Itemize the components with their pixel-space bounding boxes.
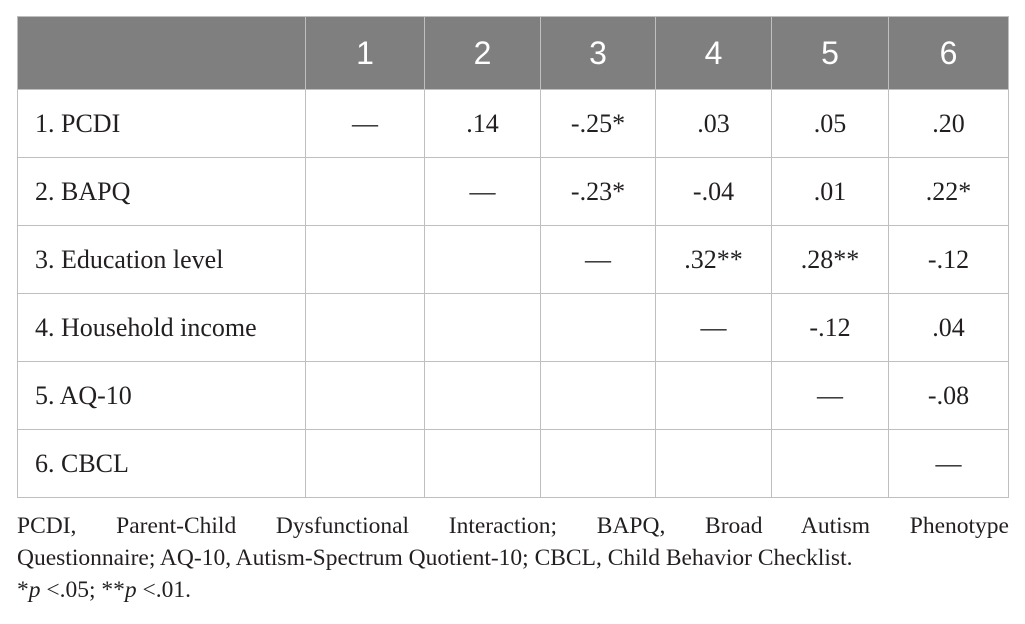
table-cell: .04 — [889, 294, 1009, 362]
abbreviations-note — [17, 510, 1009, 574]
abbreviations-line-1: PCDI, Parent-Child Dysfunctional Interaction; BAPQ, Broad Autism Phenotype — [17, 513, 1009, 539]
header-cell-1: 1 — [306, 17, 425, 90]
table-cell: -.25* — [541, 90, 656, 158]
table-cell: -.12 — [889, 226, 1009, 294]
row-label: 1. PCDI — [18, 90, 306, 158]
header-cell-2: 2 — [425, 17, 541, 90]
table-cell: -.12 — [772, 294, 889, 362]
row-label: 6. CBCL — [18, 430, 306, 498]
table-cell — [541, 430, 656, 498]
row-label: 4. Household income — [18, 294, 306, 362]
table-cell: — — [772, 362, 889, 430]
table-cell — [425, 294, 541, 362]
table-cell: — — [889, 430, 1009, 498]
table-row — [18, 294, 1009, 362]
table-cell — [656, 430, 772, 498]
table-cell: — — [306, 90, 425, 158]
correlation-table — [17, 16, 1009, 498]
header-cell-4: 4 — [656, 17, 772, 90]
table-cell — [306, 362, 425, 430]
table-cell: — — [425, 158, 541, 226]
table-cell: .01 — [772, 158, 889, 226]
table-cell: .20 — [889, 90, 1009, 158]
table-cell: .22* — [889, 158, 1009, 226]
table-cell — [541, 362, 656, 430]
table-header — [18, 17, 1009, 90]
table-cell: — — [656, 294, 772, 362]
sig-p05-value: <.05; — [40, 577, 102, 603]
table-cell: .14 — [425, 90, 541, 158]
table-cell — [306, 294, 425, 362]
sig-p01-value: <.01. — [136, 577, 192, 603]
table-cell — [541, 294, 656, 362]
table-cell — [306, 226, 425, 294]
row-label: 3. Education level — [18, 226, 306, 294]
table-cell — [656, 362, 772, 430]
table-footnote — [17, 510, 1009, 606]
header-cell-blank — [18, 17, 306, 90]
table-cell: -.23* — [541, 158, 656, 226]
p-symbol: p — [124, 577, 137, 603]
table-cell: -.08 — [889, 362, 1009, 430]
sig-p01-prefix: ** — [101, 577, 125, 603]
table-cell — [425, 362, 541, 430]
table-body — [18, 90, 1009, 498]
header-row — [18, 17, 1009, 90]
sig-p05-prefix: * — [17, 577, 29, 603]
table-cell — [772, 430, 889, 498]
table-row — [18, 362, 1009, 430]
row-label: 2. BAPQ — [18, 158, 306, 226]
table-cell — [306, 430, 425, 498]
p-symbol: p — [28, 577, 41, 603]
abbreviations-line-2: Questionnaire; AQ-10, Autism-Spectrum Quotient-10; CBCL, Child Behavior Checklist. — [17, 545, 853, 571]
correlation-table-container — [17, 16, 1008, 498]
table-row — [18, 158, 1009, 226]
table-cell: .28** — [772, 226, 889, 294]
table-cell: .03 — [656, 90, 772, 158]
row-label: 5. AQ-10 — [18, 362, 306, 430]
table-cell: — — [541, 226, 656, 294]
table-row — [18, 430, 1009, 498]
header-cell-6: 6 — [889, 17, 1009, 90]
table-cell — [425, 430, 541, 498]
table-row — [18, 226, 1009, 294]
table-row — [18, 90, 1009, 158]
header-cell-5: 5 — [772, 17, 889, 90]
significance-note — [17, 574, 1009, 606]
header-cell-3: 3 — [541, 17, 656, 90]
table-cell: .05 — [772, 90, 889, 158]
table-cell — [306, 158, 425, 226]
table-cell: -.04 — [656, 158, 772, 226]
table-cell: .32** — [656, 226, 772, 294]
table-cell — [425, 226, 541, 294]
